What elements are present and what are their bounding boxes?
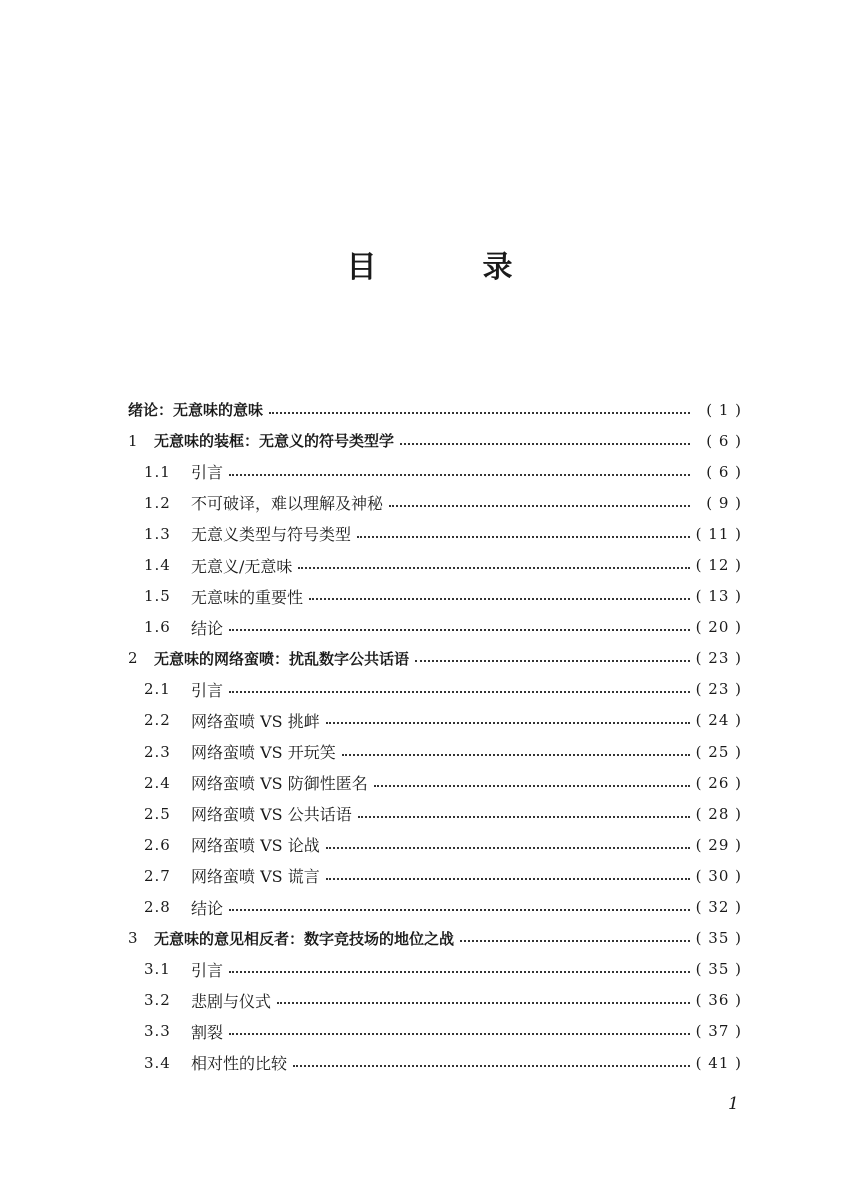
- toc-entry-page: ( 25 ): [695, 742, 742, 761]
- toc-chapter-row[interactable]: [128, 923, 742, 954]
- toc-entry-label: 无意味的意见相反者：数字竞技场的地位之战: [154, 929, 455, 948]
- toc-entry-number: 3.2: [144, 991, 171, 1010]
- toc-entry-number: 1.6: [144, 618, 171, 637]
- toc-section-row[interactable]: [128, 892, 742, 923]
- toc-entry-number: 1.3: [144, 524, 171, 543]
- dot-leader: [298, 567, 689, 569]
- dot-leader: [460, 940, 690, 942]
- toc-section-row[interactable]: [128, 674, 742, 705]
- toc-entry-page: ( 26 ): [695, 773, 742, 792]
- toc-entry-page: ( 23 ): [695, 680, 742, 699]
- dot-leader: [229, 629, 690, 631]
- dot-leader: [415, 660, 690, 662]
- toc-chapter-row[interactable]: [128, 425, 742, 456]
- toc-entry-label: 无意义类型与符号类型: [191, 525, 352, 545]
- dot-leader: [326, 878, 690, 880]
- dot-leader: [269, 412, 690, 414]
- dot-leader: [229, 474, 690, 476]
- toc-entry-page: ( 11 ): [695, 524, 742, 543]
- toc-entry-page: ( 23 ): [695, 649, 742, 668]
- toc-entry-page: ( 13 ): [695, 587, 742, 606]
- toc-section-row[interactable]: [128, 954, 742, 985]
- toc-section-row[interactable]: [128, 612, 742, 643]
- dot-leader: [389, 505, 690, 507]
- toc-entry-label: 相对性的比较: [191, 1054, 288, 1074]
- toc-section-row[interactable]: [128, 518, 742, 549]
- dot-leader: [229, 1033, 690, 1035]
- toc-entry-label: 结论: [191, 618, 224, 638]
- toc-entry-page: ( 6 ): [706, 462, 742, 481]
- toc-section-row[interactable]: [128, 705, 742, 736]
- dot-leader: [277, 1002, 690, 1004]
- toc-entry-number: 3.1: [144, 960, 171, 979]
- toc-entry-page: ( 30 ): [695, 866, 742, 885]
- toc-entry-page: ( 1 ): [706, 400, 742, 419]
- toc-section-row[interactable]: [128, 487, 742, 518]
- toc-entry-number: 3.3: [144, 1022, 171, 1041]
- toc-entry-number: 3: [128, 929, 139, 948]
- toc-entry-page: ( 24 ): [695, 711, 742, 730]
- toc-entry-label: 网络蛮喷 VS 开玩笑: [191, 743, 336, 763]
- toc-entry-number: 2.7: [144, 866, 171, 885]
- toc-section-row[interactable]: [128, 767, 742, 798]
- dot-leader: [229, 971, 690, 973]
- toc-entry-number: 2.3: [144, 742, 171, 761]
- dot-leader: [309, 598, 690, 600]
- toc-entry-label: 不可破译，难以理解及神秘: [191, 494, 384, 514]
- toc-section-row[interactable]: [128, 736, 742, 767]
- toc-section-row[interactable]: [128, 1047, 742, 1078]
- toc-entry-label: 结论: [191, 898, 224, 918]
- dot-leader: [342, 754, 690, 756]
- dot-leader: [358, 816, 690, 818]
- toc-entry-label: 网络蛮喷 VS 挑衅: [191, 711, 320, 731]
- toc-entry-page: ( 6 ): [706, 431, 742, 450]
- toc-entry-number: 2.2: [144, 711, 171, 730]
- toc-entry-page: ( 29 ): [695, 835, 742, 854]
- toc-entry-number: 2: [128, 649, 139, 668]
- dot-leader: [293, 1065, 690, 1067]
- toc-chapter-row[interactable]: [128, 394, 742, 425]
- footer-page-number: 1: [728, 1094, 739, 1114]
- table-of-contents: [128, 394, 742, 1078]
- toc-section-row[interactable]: [128, 860, 742, 891]
- toc-entry-page: ( 28 ): [695, 804, 742, 823]
- toc-section-row[interactable]: [128, 829, 742, 860]
- toc-entry-number: 2.6: [144, 835, 171, 854]
- toc-entry-page: ( 36 ): [695, 991, 742, 1010]
- toc-entry-number: 1: [128, 431, 139, 450]
- toc-entry-number: 2.5: [144, 804, 171, 823]
- toc-entry-number: 1.4: [144, 556, 171, 575]
- toc-entry-number: 1.1: [144, 462, 171, 481]
- toc-section-row[interactable]: [128, 985, 742, 1016]
- toc-entry-page: ( 35 ): [695, 929, 742, 948]
- page-title: 目 录: [346, 250, 551, 285]
- toc-entry-number: 1.5: [144, 587, 171, 606]
- toc-entry-number: 2.1: [144, 680, 171, 699]
- toc-entry-label: 网络蛮喷 VS 论战: [191, 836, 320, 856]
- dot-leader: [229, 691, 690, 693]
- toc-section-row[interactable]: [128, 798, 742, 829]
- toc-entry-label: 悲剧与仪式: [191, 991, 272, 1011]
- toc-entry-page: ( 20 ): [695, 618, 742, 637]
- toc-entry-page: ( 9 ): [706, 493, 742, 512]
- toc-entry-label: 无意味的装框：无意义的符号类型学: [154, 432, 395, 451]
- dot-leader: [374, 785, 690, 787]
- dot-leader: [400, 443, 690, 445]
- toc-entry-label: 引言: [191, 960, 224, 980]
- toc-entry-page: ( 32 ): [695, 898, 742, 917]
- dot-leader: [326, 847, 690, 849]
- toc-entry-page: ( 41 ): [695, 1053, 742, 1072]
- toc-entry-label: 网络蛮喷 VS 谎言: [191, 867, 320, 887]
- toc-entry-label: 无意味的网络蛮喷：扰乱数字公共话语: [154, 649, 410, 668]
- toc-entry-label: 无意义/无意味: [191, 556, 293, 576]
- toc-entry-label: 网络蛮喷 VS 防御性匿名: [191, 774, 368, 794]
- toc-section-row[interactable]: [128, 549, 742, 580]
- dot-leader: [326, 722, 690, 724]
- toc-entry-number: 2.8: [144, 898, 171, 917]
- toc-entry-page: ( 37 ): [695, 1022, 742, 1041]
- toc-entry-label: 割裂: [191, 1022, 224, 1042]
- toc-entry-label: 绪论：无意味的意味: [128, 401, 264, 420]
- toc-entry-page: ( 35 ): [695, 960, 742, 979]
- toc-section-row[interactable]: [128, 456, 742, 487]
- toc-entry-label: 引言: [191, 680, 224, 700]
- dot-leader: [357, 536, 690, 538]
- toc-entry-label: 无意味的重要性: [191, 587, 304, 607]
- toc-section-row[interactable]: [128, 1016, 742, 1047]
- toc-chapter-row[interactable]: [128, 643, 742, 674]
- toc-entry-number: 1.2: [144, 493, 171, 512]
- toc-entry-number: 2.4: [144, 773, 171, 792]
- toc-entry-page: ( 12 ): [695, 556, 742, 575]
- toc-entry-number: 3.4: [144, 1053, 171, 1072]
- toc-section-row[interactable]: [128, 581, 742, 612]
- dot-leader: [229, 909, 690, 911]
- toc-entry-label: 引言: [191, 463, 224, 483]
- toc-entry-label: 网络蛮喷 VS 公共话语: [191, 805, 352, 825]
